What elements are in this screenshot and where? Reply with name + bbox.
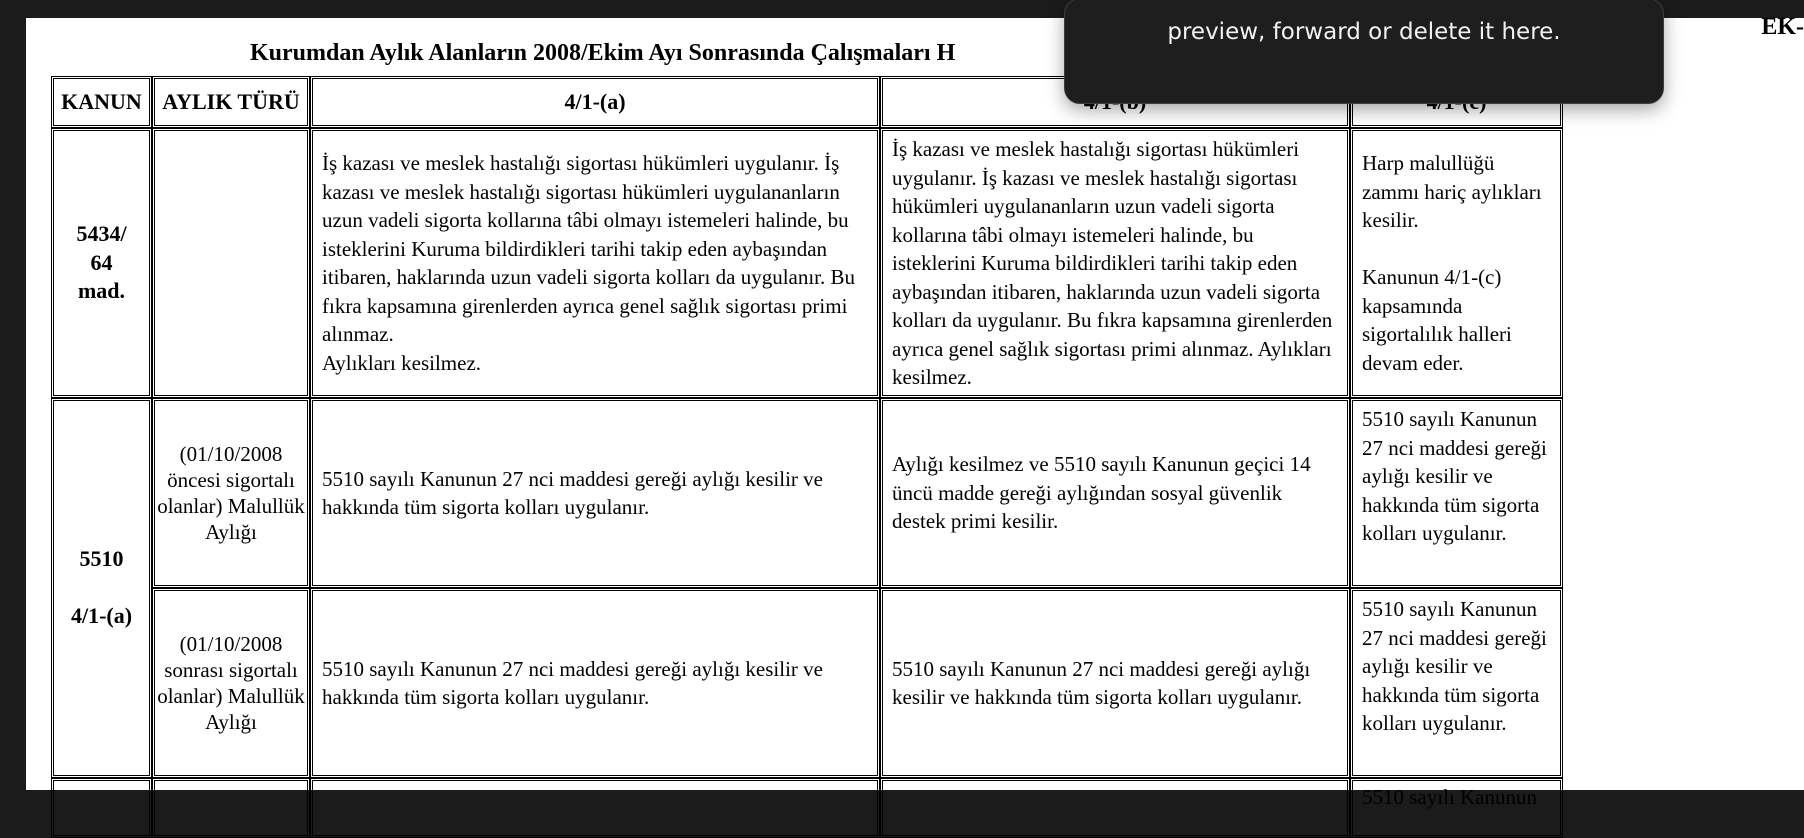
header-col-a: 4/1-(a) (310, 76, 880, 128)
row2-col-c: 5510 sayılı Kanunun 27 nci maddesi gereği aylığı kesilir ve hakkında tüm sigorta kolları uygulanır. (1350, 398, 1563, 588)
row2-col-b: Aylığı kesilmez ve 5510 sayılı Kanunun geçici 14 üncü madde gereği aylığından sosyal güvenlik destek primi kesilir. (880, 398, 1350, 588)
row2-kanun: 5510 4/1-(a) (51, 398, 152, 778)
row1-col-a: İş kazası ve meslek hastalığı sigortası hükümleri uygulanır. İş kazası ve meslek hastalığı sigortası hükümleri uygulananların uzun vadeli sigorta kollarına tâbi olmayı istemeleri halinde, bu isteklerini Kuruma bildirdikleri tarihi takip eden aybaşından itibaren, haklarında uzun vadeli sigorta kolları da uygulanır. Bu fıkra kapsamına girenlerden ayrıca genel sağlık sigortası primi alınmaz. Aylıkları kesilmez. (310, 128, 880, 398)
row3-col-b: 5510 sayılı Kanunun 27 nci maddesi gereği aylığı kesilir ve hakkında tüm sigorta kolları uygulanır. (880, 588, 1350, 778)
header-kanun: KANUN (51, 76, 152, 128)
toast-message: preview, forward or delete it here. (1167, 19, 1561, 45)
row4-col-a (310, 778, 880, 838)
row4-col-b (880, 778, 1350, 838)
row4-kanun (51, 778, 152, 838)
row1-kanun: 5434/ 64 mad. (51, 128, 152, 398)
row4-col-c: 5510 sayılı Kanunun (1350, 778, 1563, 838)
row2-aylik-turu: (01/10/2008 öncesi sigortalı olanlar) Malullük Aylığı (152, 398, 310, 588)
appendix-label: EK- (1761, 14, 1804, 40)
document-title: Kurumdan Aylık Alanların 2008/Ekim Ayı Sonrasında Çalışmaları H (250, 40, 956, 66)
row2-col-a: 5510 sayılı Kanunun 27 nci maddesi gereği aylığı kesilir ve hakkında tüm sigorta kolları uygulanır. (310, 398, 880, 588)
row3-aylik-turu: (01/10/2008 sonrası sigortalı olanlar) Malullük Aylığı (152, 588, 310, 778)
header-aylik-turu: AYLIK TÜRÜ (152, 76, 310, 128)
document-page (26, 14, 1804, 809)
row1-col-c: Harp malullüğü zammı hariç aylıkları kesilir. Kanunun 4/1-(c) kapsamında sigortalılık halleri devam eder. (1350, 128, 1563, 398)
row1-aylik-turu (152, 128, 310, 398)
row4-aylik-turu (152, 778, 310, 838)
row3-col-c: 5510 sayılı Kanunun 27 nci maddesi gereği aylığı kesilir ve hakkında tüm sigorta kolları uygulanır. (1350, 588, 1563, 778)
row3-col-a: 5510 sayılı Kanunun 27 nci maddesi gereği aylığı kesilir ve hakkında tüm sigorta kolları uygulanır. (310, 588, 880, 778)
row1-col-b: İş kazası ve meslek hastalığı sigortası hükümleri uygulanır. İş kazası ve meslek hastalığı sigortası hükümleri uygulananların uzun vadeli sigorta kollarına tâbi olmayı istemeleri halinde, bu isteklerini Kuruma bildirdikleri tarihi takip eden aybaşından itibaren, haklarında uzun vadeli sigorta kolları da uygulanır. Bu fıkra kapsamına girenlerden ayrıca genel sağlık sigortası primi alınmaz. Aylıkları kesilmez. (880, 128, 1350, 398)
notification-toast[interactable] (1064, 0, 1664, 104)
